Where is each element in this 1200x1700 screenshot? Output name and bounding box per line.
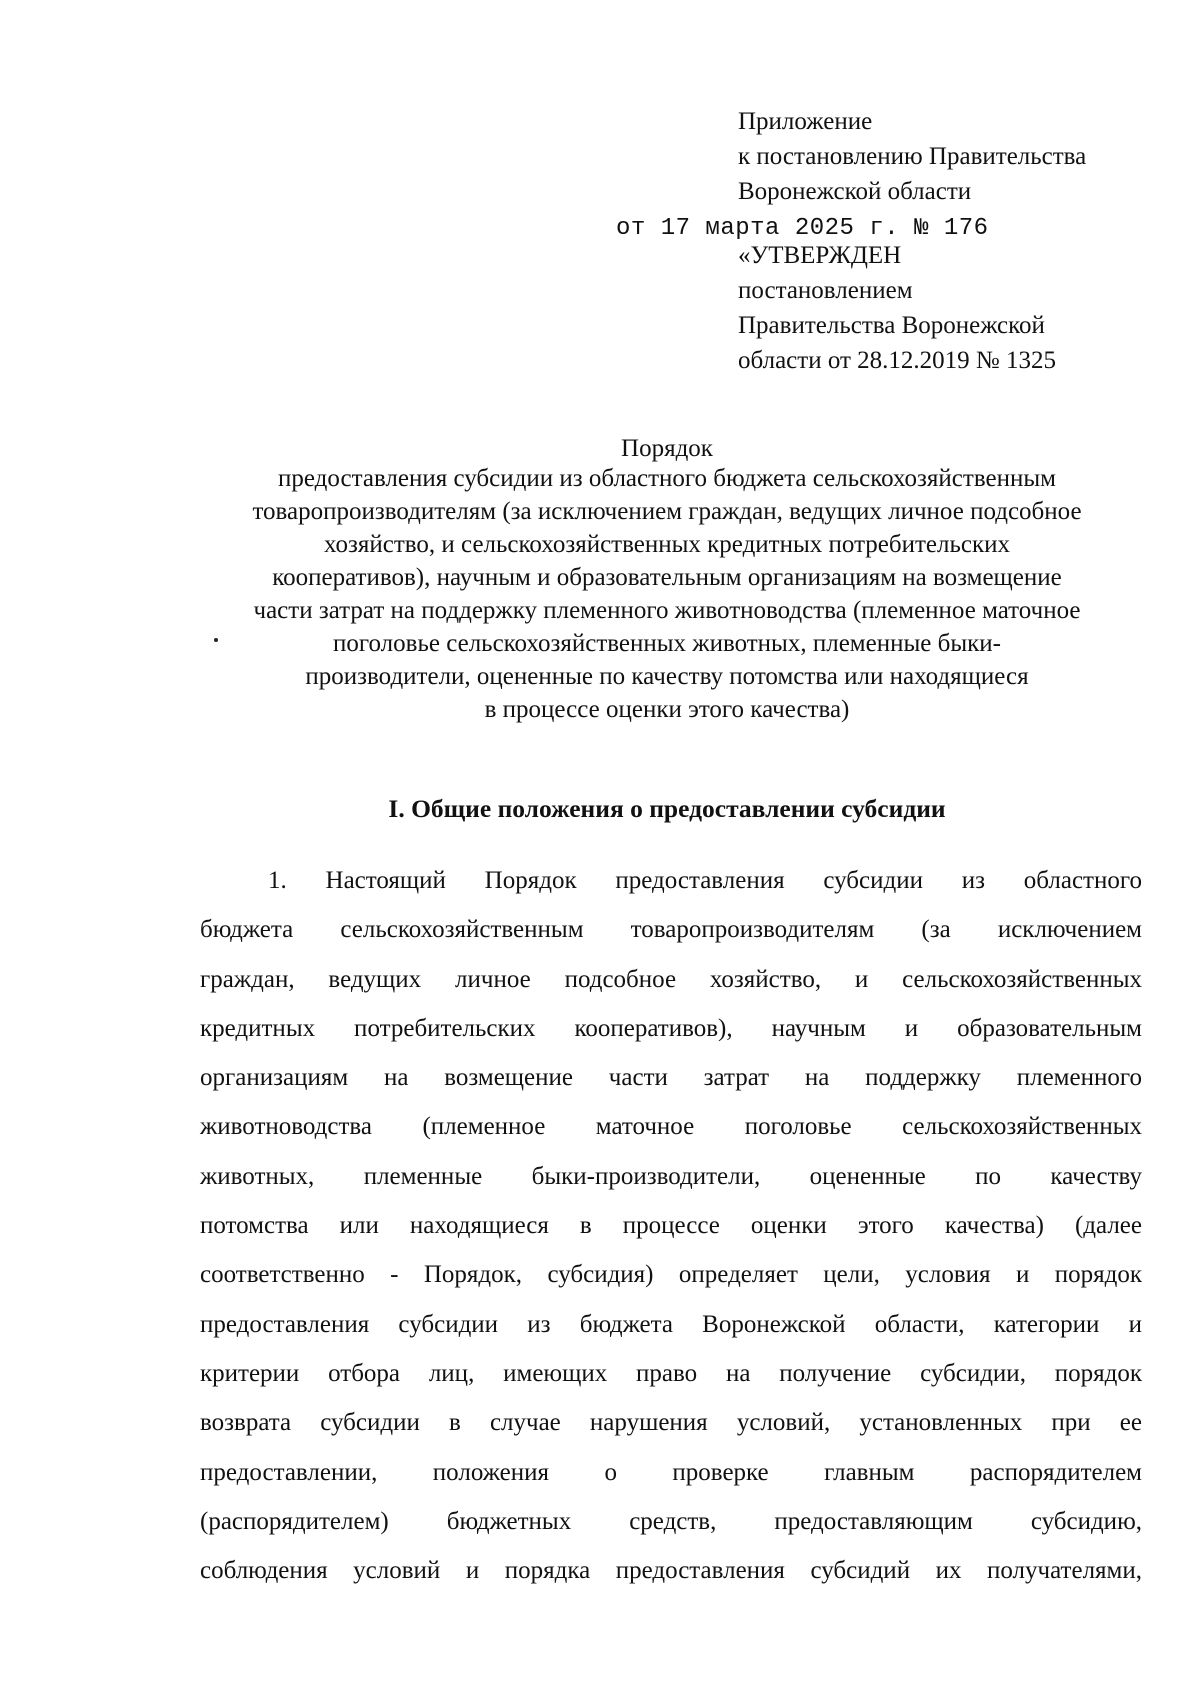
approved-line: Правительства Воронежской: [738, 312, 1045, 339]
subtitle-line: в процессе оценки этого качества): [484, 696, 850, 723]
paragraph-1: [200, 856, 1142, 1595]
scan-speck: [214, 638, 218, 642]
paragraph-line: кредитных потребительских кооперативов), научным и образовательным: [200, 1014, 1142, 1042]
paragraph-line: соблюдения условий и порядка предоставления субсидий их получателями,: [200, 1557, 1142, 1585]
section-heading: I. Общие положения о предоставлении субсидии: [388, 794, 946, 823]
appendix-line: к постановлению Правительства: [738, 143, 1087, 170]
paragraph-line: организациям на возмещение части затрат на поддержку племенного: [200, 1064, 1142, 1092]
paragraph-line: животных, племенные быки-производители, оцененные по качеству: [200, 1162, 1142, 1190]
document-title: Порядок: [621, 435, 713, 462]
subtitle-line: производители, оцененные по качеству потомства или находящиеся: [305, 663, 1029, 690]
paragraph-line: животноводства (племенное маточное поголовье сельскохозяйственных: [200, 1113, 1142, 1141]
paragraph-line: 1. Настоящий Порядок предоставления субсидии из областного: [268, 867, 1142, 894]
subtitle-line: товаропроизводителям (за исключением граждан, ведущих личное подсобное: [252, 498, 1082, 525]
appendix-line: Приложение: [738, 108, 873, 135]
decree-date-stamp: от 17 марта 2025 г. № 176: [616, 215, 989, 242]
subtitle-line: предоставления субсидии из областного бюджета сельскохозяйственным: [278, 465, 1056, 492]
paragraph-line: соответственно - Порядок, субсидия) определяет цели, условия и порядок: [200, 1261, 1142, 1289]
paragraph-line: критерии отбора лиц, имеющих право на получение субсидии, порядок: [200, 1359, 1142, 1387]
paragraph-line: бюджета сельскохозяйственным товаропроизводителям (за исключением: [200, 916, 1142, 944]
appendix-line: Воронежской области: [738, 178, 972, 205]
paragraph-line: возврата субсидии в случае нарушения условий, установленных при ее: [200, 1409, 1142, 1437]
subtitle-line: кооперативов), научным и образовательным организациям на возмещение: [272, 564, 1062, 591]
approved-line: «УТВЕРЖДЕН: [738, 242, 902, 269]
approved-block: [738, 238, 1056, 378]
subtitle-line: поголовье сельскохозяйственных животных, племенные быки-: [332, 630, 1001, 657]
approved-line: постановлением: [738, 277, 913, 304]
paragraph-line: граждан, ведущих личное подсобное хозяйство, и сельскохозяйственных: [200, 965, 1142, 993]
paragraph-line: (распорядителем) бюджетных средств, предоставляющим субсидию,: [200, 1507, 1142, 1535]
paragraph-line: потомства или находящиеся в процессе оценки этого качества) (далее: [200, 1212, 1142, 1240]
subtitle-line: хозяйство, и сельскохозяйственных кредитных потребительских: [323, 531, 1011, 558]
paragraph-line: предоставления субсидии из бюджета Воронежской области, категории и: [200, 1310, 1142, 1338]
paragraph-line: предоставлении, положения о проверке главным распорядителем: [200, 1458, 1142, 1486]
document-subtitle: [192, 462, 1142, 726]
appendix-block: [738, 104, 1086, 209]
subtitle-line: части затрат на поддержку племенного животноводства (племенное маточное: [253, 597, 1081, 624]
approved-line: области от 28.12.2019 № 1325: [738, 347, 1057, 374]
